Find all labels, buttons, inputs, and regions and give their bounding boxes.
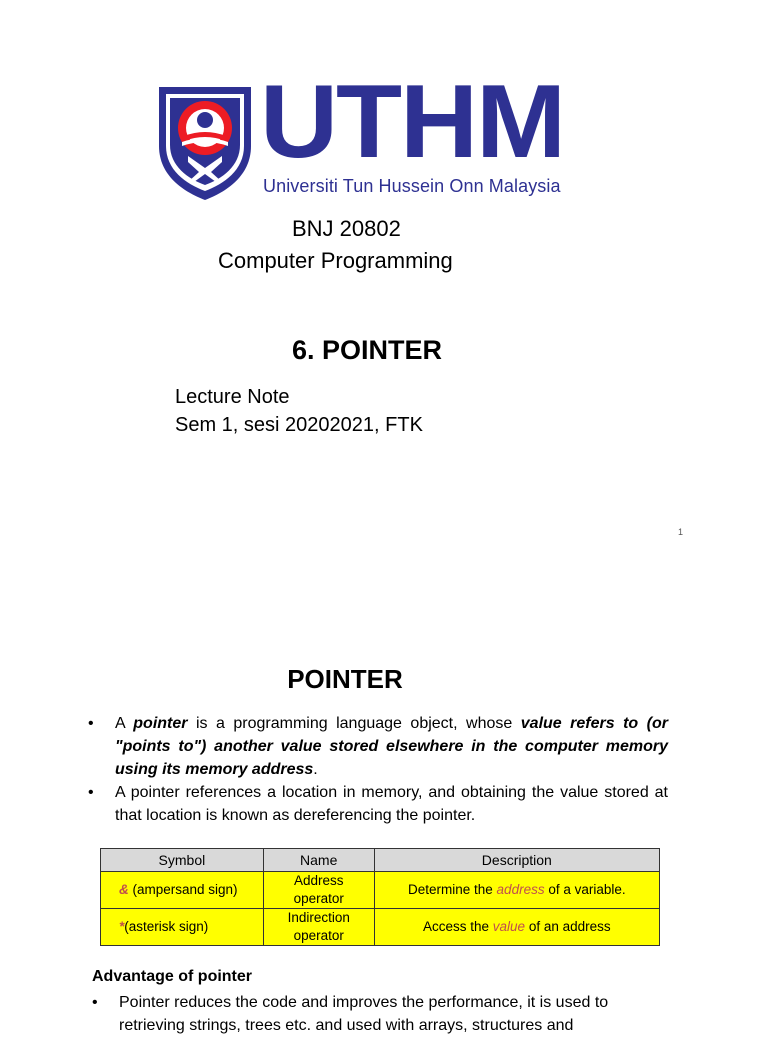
course-code: BNJ 20802 [292,216,401,241]
bullet-icon: • [92,994,98,1011]
description-emphasis: address [496,882,545,897]
logo-wordmark: UTHM [260,64,565,180]
description-text: of an address [525,919,611,934]
column-header-symbol: Symbol [101,849,264,872]
symbol-cell [101,909,264,946]
symbol-label: (ampersand sign) [128,882,238,897]
list-item [88,781,668,827]
page-number: 1 [678,527,684,537]
name-cell: Address operator [263,872,374,909]
university-crest-icon [156,84,254,202]
table-row [101,872,660,909]
topic-title: 6. POINTER [291,335,443,365]
description-emphasis: value [492,919,526,934]
description-cell [374,909,659,946]
operator-table [100,848,660,946]
semester-info: Sem 1, sesi 20202021, FTK [175,414,423,436]
bullet-icon: • [88,784,94,801]
bullet-text: A pointer references a location in memory, and obtaining the value stored at that location is known as dereferencing the pointer. [115,784,668,824]
list-item [92,991,672,1037]
bullet-text-part: is a programming language object, whose [187,715,521,732]
course-name: Computer Programming [218,248,453,273]
pointer-slide [0,610,768,1034]
bullet-text-part: A [115,715,134,732]
definition-list [88,712,668,827]
ampersand-symbol: & [119,882,129,897]
table-header-row [101,849,660,872]
column-header-name: Name [263,849,374,872]
bullet-icon: • [88,715,94,732]
advantage-heading: Advantage of pointer [92,968,253,985]
description-text: Determine the [408,882,497,897]
description-text: of a variable. [544,882,626,897]
symbol-cell [101,872,264,909]
advantage-list [92,991,672,1037]
name-cell: Indirection operator [263,909,374,946]
column-header-description: Description [374,849,659,872]
pointer-term: pointer [133,715,188,732]
advantage-text: Pointer reduces the code and improves the performance, it is used to retrieving strings, trees etc. and used with arrays, structures and [119,994,609,1034]
description-cell [374,872,659,909]
slide-title: POINTER [287,664,403,694]
symbol-label: (asterisk sign) [124,919,209,934]
asterisk-symbol: * [119,919,125,934]
lecture-note-label: Lecture Note [175,386,290,408]
description-text: Access the [423,919,493,934]
pointer-definition-emphasis: value refers to (or "points to") another value stored elsewhere in the computer memory using its memory address [115,715,669,778]
table-row [101,909,660,946]
list-item [88,712,668,781]
university-name: Universiti Tun Hussein Onn Malaysia [263,176,561,196]
uthm-logo [156,64,580,204]
bullet-text-part: . [313,761,318,778]
